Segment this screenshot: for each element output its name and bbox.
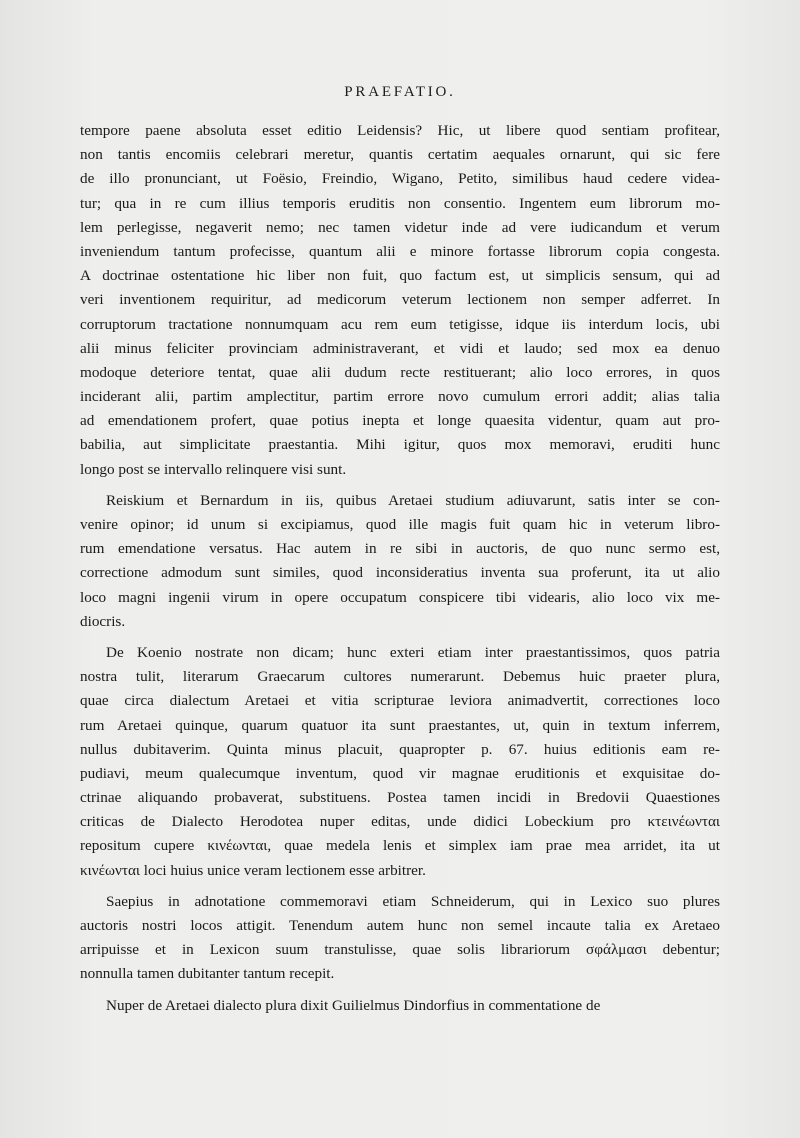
- page-header: PRAEFATIO.: [344, 84, 456, 100]
- text-line: inveniendum tantum profecisse, quantum alii e minore fortasse librorum copia congesta.: [80, 242, 720, 260]
- text-line: De Koenio nostrate non dicam; hunc exteri etiam inter praestantissimos, quos patria: [106, 643, 720, 661]
- text-line: non tantis encomiis celebrari meretur, quantis certatim aequales ornarunt, qui sic fere: [80, 146, 720, 164]
- text-line: auctoris nostri locos attigit. Tenendum autem hunc non semel incaute talia ex Aretaeo: [80, 917, 720, 934]
- text-line: de illo pronunciant, ut Foësio, Freindio, Wigano, Petito, similibus haud cedere videa-: [80, 170, 720, 188]
- text-line: veri inventionem requiritur, ad medicorum veterum lectionem non semper adferret. In: [80, 291, 720, 309]
- paragraph: [80, 489, 720, 634]
- text-line: inciderant alii, partim amplectitur, partim errore novo cumulum errori addit; alias talia: [80, 388, 720, 406]
- text-line: ctrinae aliquando probaverat, substituens. Postea tamen incidi in Bredovii Quaestiones: [80, 789, 720, 807]
- text-line: tempore paene absoluta esset editio Leidensis? Hic, ut libere quod sentiam profitear,: [80, 122, 720, 139]
- text-line: Nuper de Aretaei dialecto plura dixit Guilielmus Dindorfius in commentatione de: [106, 996, 601, 1014]
- text-line: alii minus feliciter provinciam administraverant, et vidi et laudo; sed mox ea denuo: [80, 339, 720, 357]
- text-line: rum emendatione versatus. Hac autem in re sibi in auctoris, de quo nunc sermo est,: [80, 540, 720, 558]
- paragraph: [80, 641, 720, 883]
- text-line: nullus dubitaverim. Quinta minus placuit, quapropter p. 67. huius editionis eam re-: [80, 740, 720, 758]
- text-line: Reiskium et Bernardum in iis, quibus Aretaei studium adiuvarunt, satis inter se con-: [106, 491, 720, 509]
- paragraph: [80, 994, 720, 1018]
- text-line: A doctrinae ostentatione hic liber non fuit, quo factum est, ut simplicis sensum, qui ad: [80, 267, 720, 285]
- text-line: diocris.: [80, 612, 126, 630]
- text-line: pudiavi, meum qualecumque inventum, quod vir magnae eruditionis et exquisitae do-: [80, 764, 720, 782]
- text-line: venire opinor; id unum si excipiamus, quod ille magis fuit quam hic in veterum libro-: [80, 516, 720, 533]
- text-line: tur; qua in re cum illius temporis eruditis non consentio. Ingentem eum librorum mo-: [80, 194, 720, 212]
- text-line: κινέωνται loci huius unice veram lectionem esse arbitrer.: [80, 861, 426, 879]
- text-line: arripuisse et in Lexicon suum transtulisse, quae solis librariorum σφάλμασι debentur;: [80, 941, 720, 959]
- text-line: ad emendationem profert, quae potius inepta et longe quaesita videntur, quam aut pro-: [80, 412, 720, 430]
- text-line: Saepius in adnotatione commemoravi etiam Schneiderum, qui in Lexico suo plures: [106, 892, 720, 910]
- text-line: nonnulla tamen dubitanter tantum recepit.: [80, 965, 335, 983]
- text-line: lem perlegisse, negaverit nemo; nec tamen videtur inde ad vere iudicandum et verum: [80, 218, 720, 236]
- text-line: longo post se intervallo relinquere visi sunt.: [80, 460, 347, 478]
- paragraph: [80, 119, 720, 482]
- text-line: nostra tulit, literarum Graecarum cultores numerarunt. Debemus huic praeter plura,: [80, 668, 720, 686]
- body-text: [80, 119, 720, 1025]
- text-line: modoque deteriore tentat, quae alii dudum recte restituerant; alio loco errores, in quos: [80, 363, 720, 381]
- text-line: corruptorum tractatione nonnumquam acu rem eum tetigisse, idque iis interdum locis, ubi: [80, 315, 720, 333]
- text-line: loco magni ingenii virum in opere occupatum conspicere tibi videaris, alio loco vix me-: [80, 588, 720, 606]
- text-line: babilia, aut simplicitate praestantia. Mihi igitur, quos mox memoravi, eruditi hunc: [80, 436, 720, 454]
- paragraph: [80, 890, 720, 987]
- text-line: criticas de Dialecto Herodotea nuper editas, unde didici Lobeckium pro κτεινέωνται: [80, 813, 720, 831]
- text-line: quae circa dialectum Aretaei et vitia scripturae leviora animadvertit, correctiones loco: [80, 692, 720, 710]
- text-line: rum Aretaei quinque, quarum quatuor ita sunt praestantes, ut, quin in textum inferrem,: [80, 716, 720, 734]
- text-line: repositum cupere κινέωνται, quae medela lenis et simplex iam prae mea arridet, ita ut: [80, 837, 720, 855]
- text-line: correctione admodum sunt similes, quod inconsideratius inventa sua proferunt, ita ut alio: [80, 564, 720, 582]
